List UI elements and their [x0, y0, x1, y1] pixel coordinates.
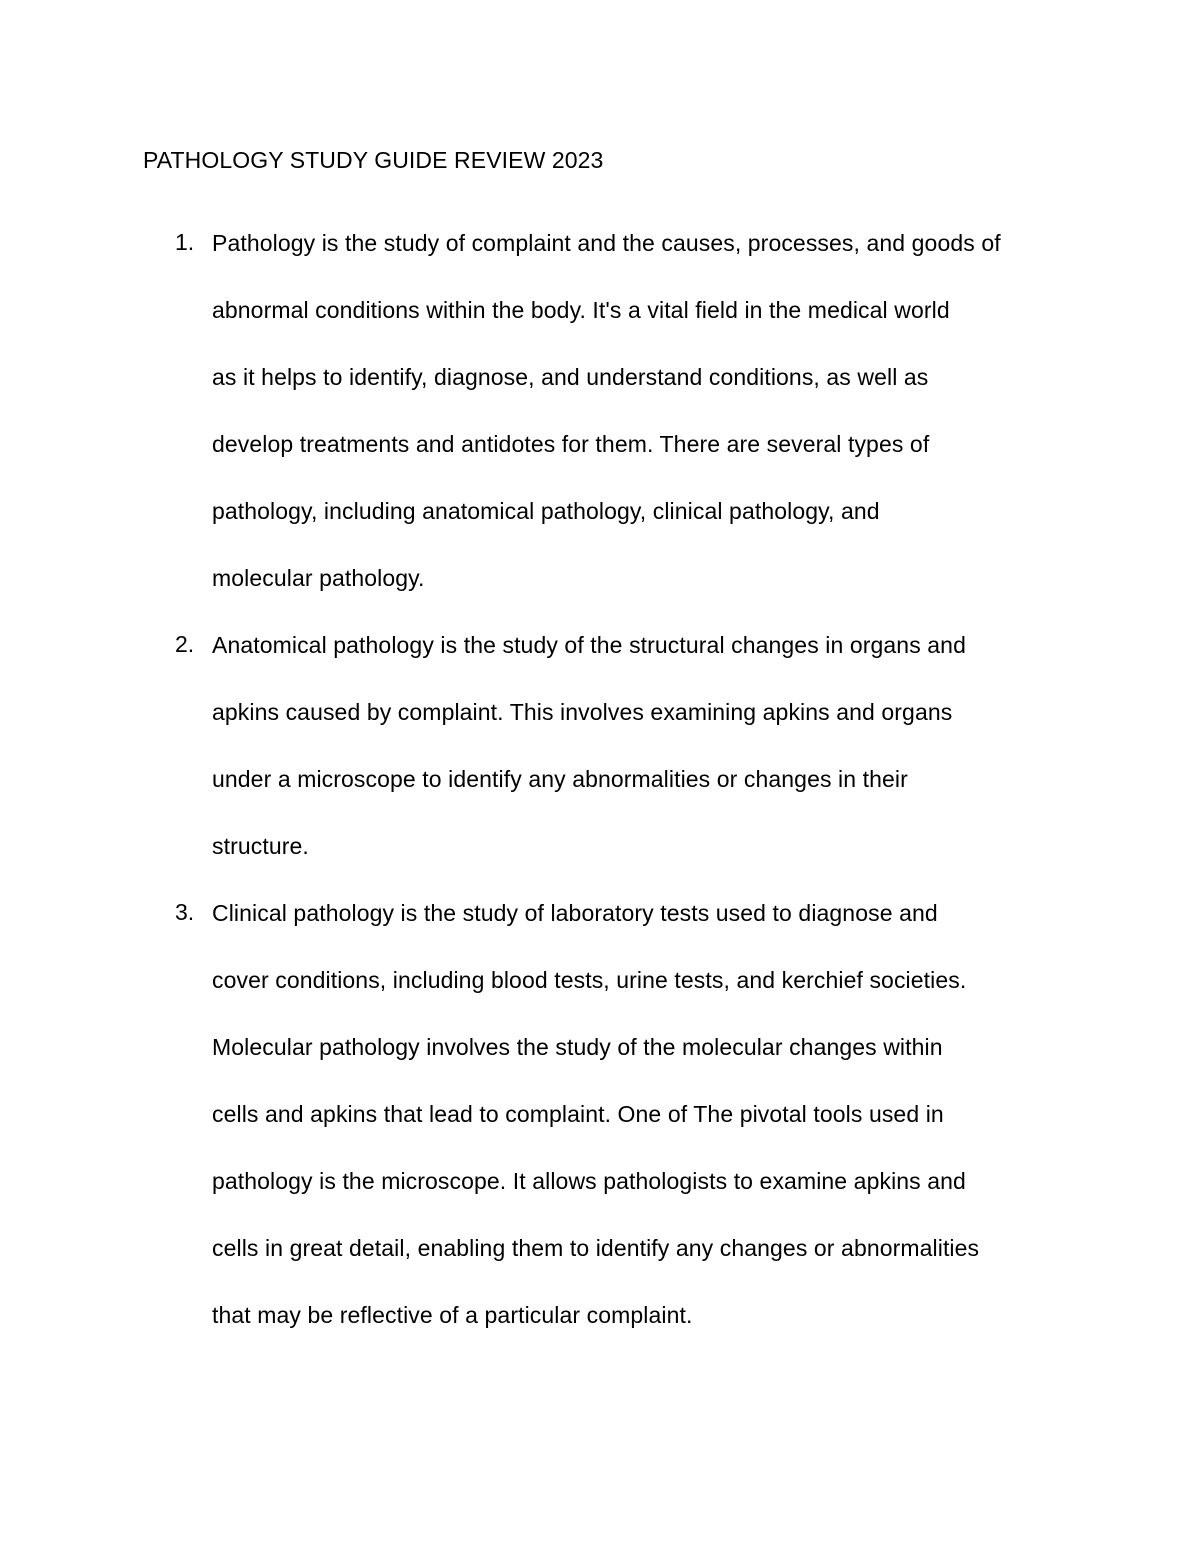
paragraph-line: abnormal conditions within the body. It's a vital field in the medical world	[212, 297, 950, 323]
paragraph-line: cells in great detail, enabling them to identify any changes or abnormalities	[212, 1235, 980, 1261]
paragraph-line: Pathology is the study of complaint and the causes, processes, and goods of	[212, 230, 1001, 256]
list-number: 2.	[175, 631, 195, 657]
paragraph-line: as it helps to identify, diagnose, and understand conditions, as well as	[212, 364, 929, 390]
paragraph-line: pathology, including anatomical pathology, clinical pathology, and	[212, 498, 880, 524]
paragraph-line: Clinical pathology is the study of laboratory tests used to diagnose and	[212, 900, 938, 926]
paragraph-line: pathology is the microscope. It allows pathologists to examine apkins and	[212, 1168, 966, 1194]
paragraph-line: develop treatments and antidotes for them. There are several types of	[212, 431, 930, 457]
document-title: PATHOLOGY STUDY GUIDE REVIEW 2023	[143, 147, 604, 173]
list-number: 1.	[175, 229, 195, 255]
paragraph-line: that may be reflective of a particular complaint.	[212, 1302, 693, 1328]
paragraph-line: structure.	[212, 833, 309, 859]
paragraph-line: Anatomical pathology is the study of the structural changes in organs and	[212, 632, 966, 658]
paragraph-line: cover conditions, including blood tests, urine tests, and kerchief societies.	[212, 967, 967, 993]
paragraph-line: apkins caused by complaint. This involves examining apkins and organs	[212, 699, 953, 725]
paragraph-line: molecular pathology.	[212, 565, 425, 591]
paragraph-line: under a microscope to identify any abnormalities or changes in their	[212, 766, 908, 792]
list-number: 3.	[175, 899, 195, 925]
paragraph-line: cells and apkins that lead to complaint. One of The pivotal tools used in	[212, 1101, 944, 1127]
paragraph-line: Molecular pathology involves the study of the molecular changes within	[212, 1034, 943, 1060]
